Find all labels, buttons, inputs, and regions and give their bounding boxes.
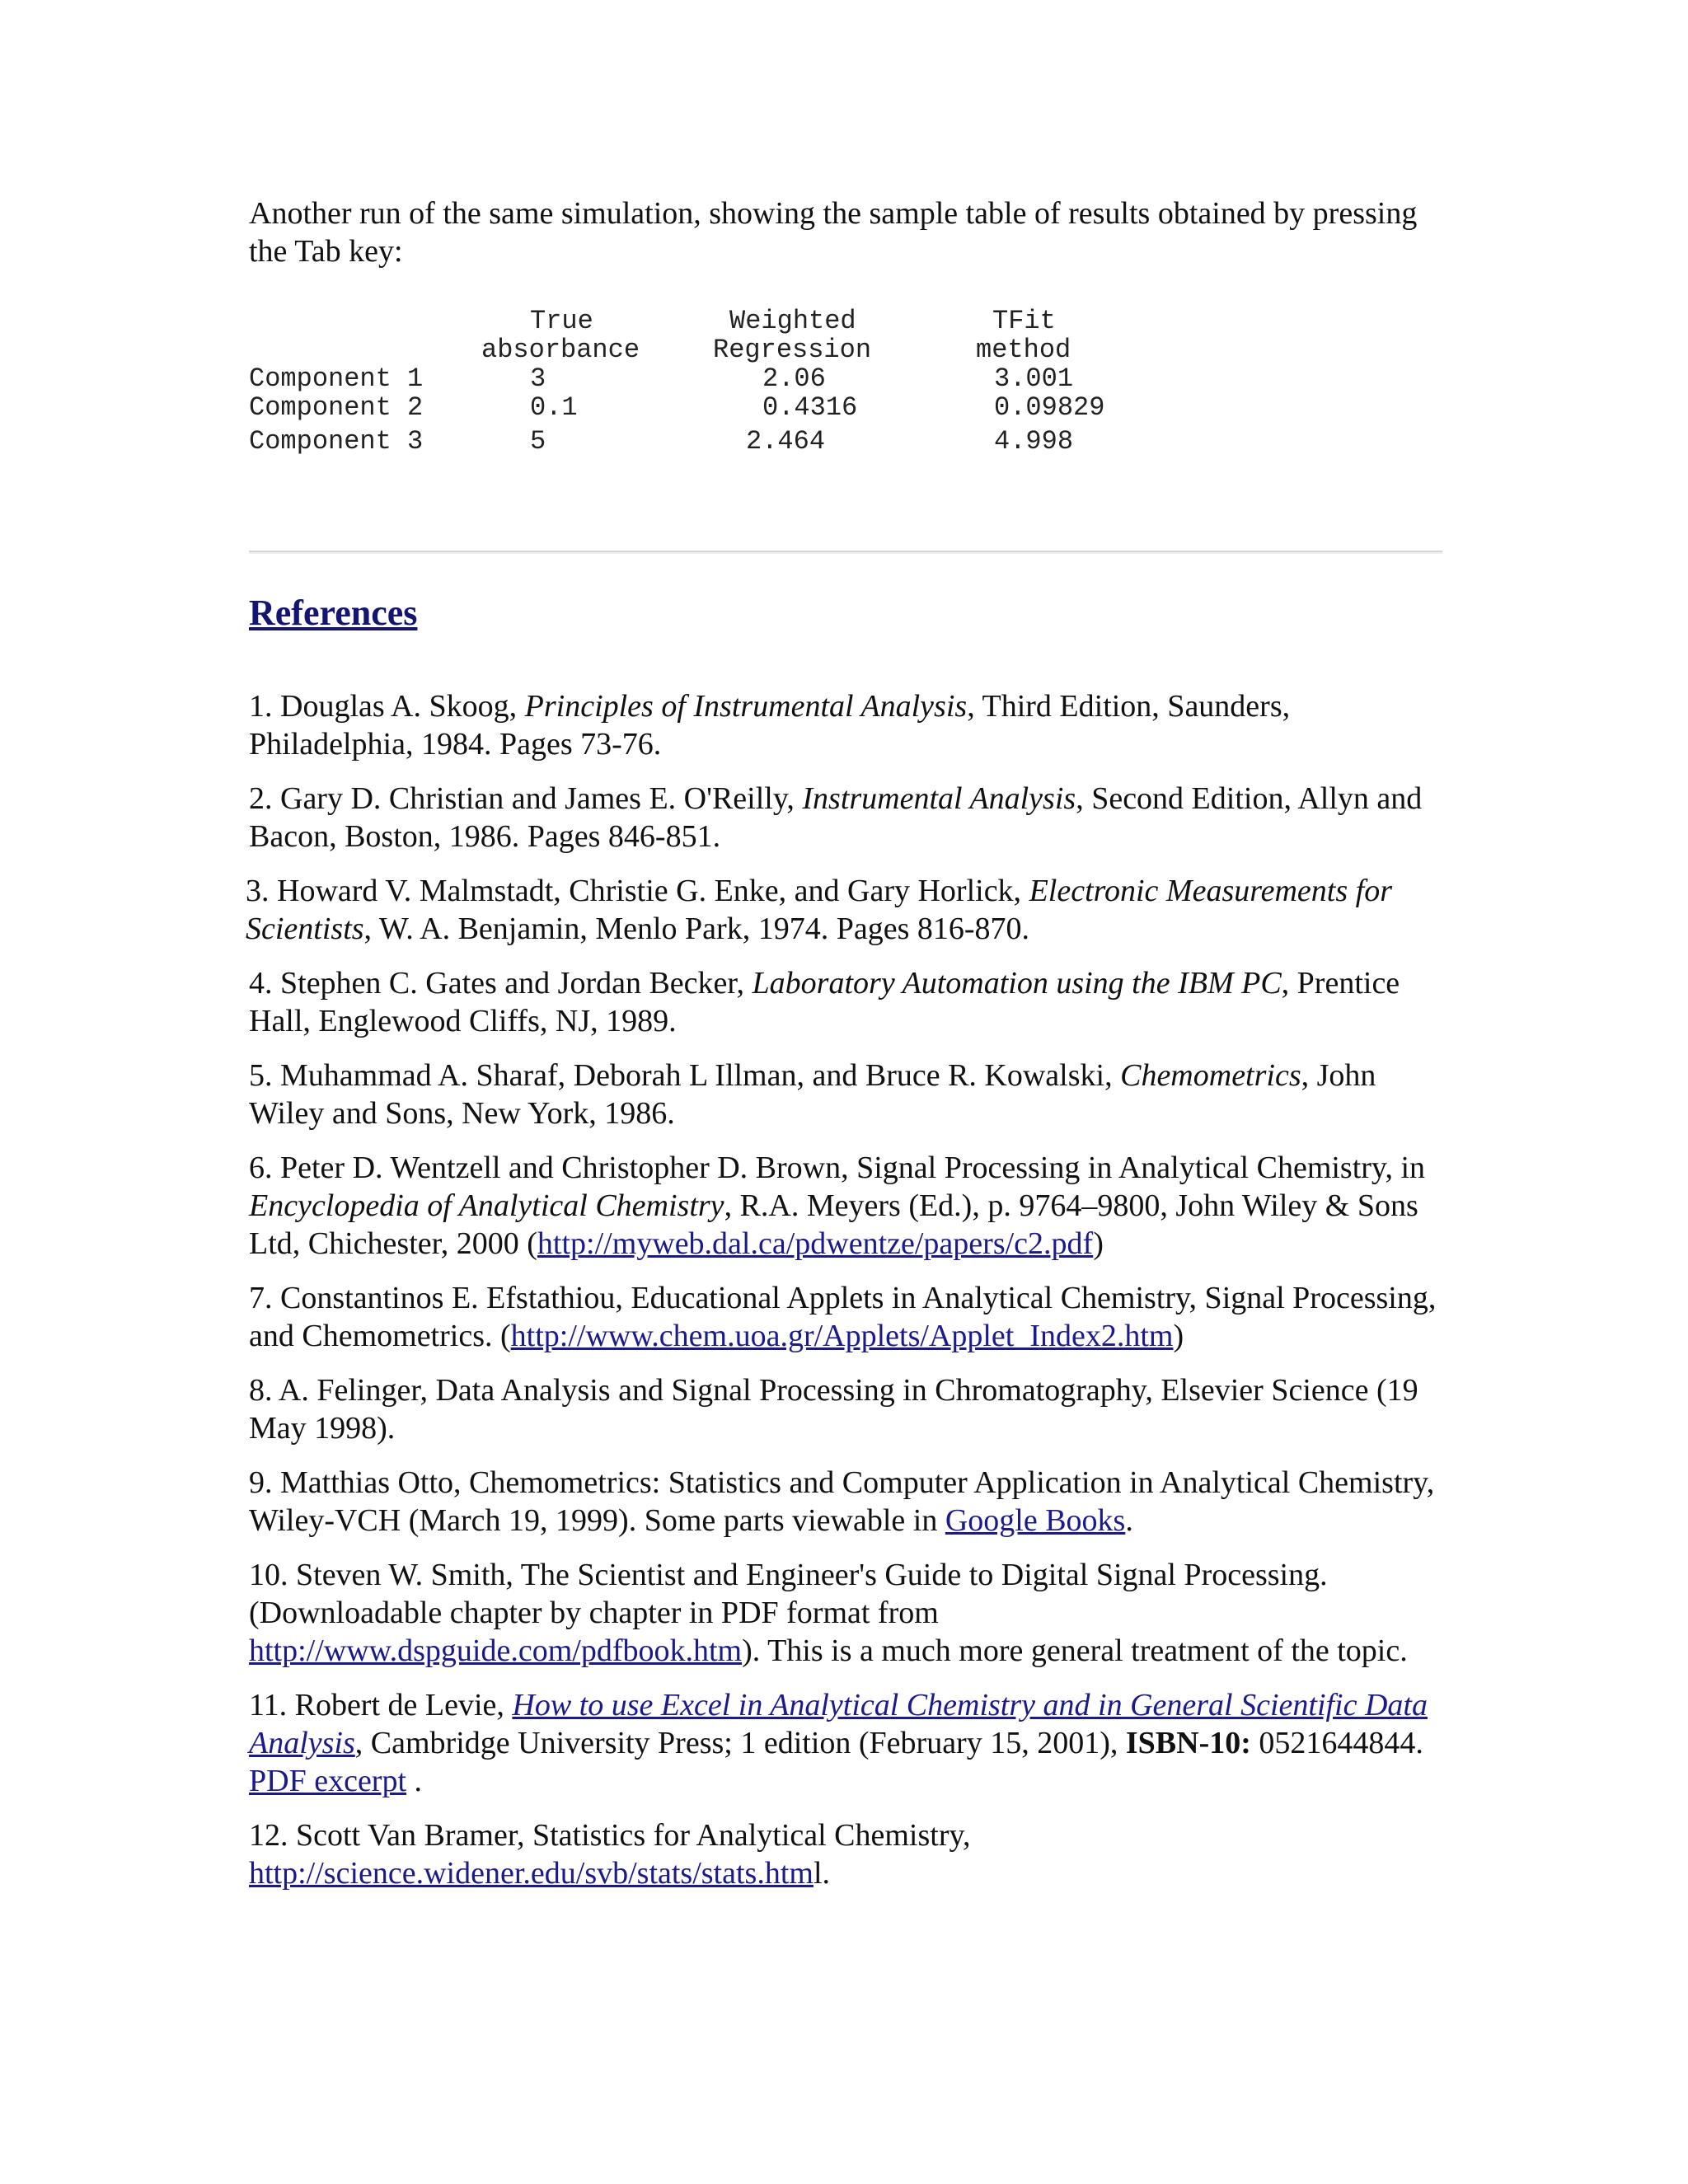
reference-link[interactable]: http://science.widener.edu/svb/stats/stats.htm (249, 1856, 814, 1891)
reference-number: 2. (249, 781, 273, 816)
reference-item-5 (249, 1057, 1442, 1132)
reference-number: 3. (246, 874, 270, 908)
reference-title: Electronic Measurements for Scientists (246, 874, 1392, 946)
reference-link[interactable]: http://www.chem.uoa.gr/Applets/Applet_Index2.htm (510, 1319, 1174, 1353)
intro-paragraph: Another run of the same simulation, showing the sample table of results obtained by pressing the Tab key: (249, 196, 1418, 269)
reference-title: Principles of Instrumental Analysis (524, 689, 968, 724)
isbn-label: ISBN-10: (1125, 1726, 1251, 1760)
reference-title-link[interactable]: How to use Excel in Analytical Chemistry and in General Scientific Data Analysis (249, 1688, 1428, 1760)
reference-item-10 (249, 1556, 1442, 1670)
reference-title: Encyclopedia of Analytical Chemistry (249, 1188, 724, 1223)
reference-details: , Second Edition, Allyn and Bacon, Boston, 1986. Pages 846-851. (249, 781, 1423, 854)
reference-details: , Prentice Hall, Englewood Cliffs, NJ, 1989. (249, 966, 1400, 1038)
results-header-row-2 (249, 335, 1442, 364)
reference-suffix: l. (813, 1856, 831, 1891)
reference-authors: Peter D. Wentzell and Christopher D. Brown, Signal Processing in Analytical Chemistry, in (272, 1151, 1426, 1185)
reference-number: 5. (249, 1058, 273, 1093)
reference-link[interactable]: http://myweb.dal.ca/pdwentze/papers/c2.pdf (537, 1226, 1094, 1261)
weighted-regression-value: 0.4316 (762, 392, 858, 423)
row-label: Component 2 (249, 392, 424, 423)
table-row (249, 393, 1442, 422)
reference-title: Laboratory Automation using the IBM PC (752, 966, 1282, 1001)
reference-number: 7. (249, 1281, 273, 1315)
reference-authors: Robert de Levie, (287, 1688, 513, 1722)
google-books-link[interactable]: Google Books (945, 1503, 1126, 1538)
header-regression: Regression (713, 335, 872, 365)
row-label: Component 1 (249, 363, 424, 394)
header-absorbance: absorbance (481, 335, 640, 365)
reference-item-9 (249, 1464, 1442, 1540)
reference-item-3 (246, 872, 1442, 948)
reference-details: , John Wiley and Sons, New York, 1986. (249, 1058, 1376, 1131)
reference-item-8 (249, 1371, 1442, 1447)
reference-suffix: . (406, 1764, 423, 1798)
weighted-regression-value: 2.06 (762, 363, 826, 394)
reference-details: , R.A. Meyers (Ed.), p. 9764–9800, John Wiley & Sons Ltd, Chichester, 2000 ( (249, 1188, 1418, 1261)
reference-item-12 (249, 1816, 1442, 1892)
reference-item-11 (249, 1686, 1442, 1800)
reference-authors: Douglas A. Skoog, (272, 689, 525, 724)
references-heading (249, 590, 417, 636)
header-method: method (976, 335, 1071, 365)
reference-authors: Constantinos E. Efstathiou, Educational Applets in Analytical Chemistry, Signal Processing, and Chemometrics. ( (249, 1281, 1437, 1353)
reference-item-7 (249, 1279, 1442, 1355)
reference-item-1 (249, 687, 1442, 763)
reference-number: 10. (249, 1558, 288, 1592)
results-table (249, 307, 1442, 456)
reference-item-6 (249, 1149, 1442, 1263)
reference-number: 1. (249, 689, 273, 724)
true-absorbance-value: 0.1 (530, 392, 578, 423)
reference-number: 12. (249, 1818, 288, 1853)
reference-suffix: ) (1173, 1319, 1184, 1353)
true-absorbance-value: 5 (530, 426, 546, 457)
tfit-value: 0.09829 (994, 392, 1105, 423)
horizontal-rule (249, 551, 1442, 554)
pdf-excerpt-link[interactable]: PDF excerpt (249, 1764, 407, 1798)
reference-authors: A. Felinger, Data Analysis and Signal Processing in Chromatography, Elsevier Science (19 May 1998). (249, 1373, 1418, 1446)
reference-number: 11. (249, 1688, 288, 1722)
reference-title: Instrumental Analysis (802, 781, 1076, 816)
reference-authors: Scott Van Bramer, Statistics for Analytical Chemistry, (288, 1818, 971, 1853)
header-true: True (530, 306, 593, 336)
references-heading-link[interactable]: References (249, 593, 418, 633)
results-header-row-1 (249, 307, 1442, 335)
reference-suffix: . (1125, 1503, 1133, 1538)
reference-title: Chemometrics (1120, 1058, 1301, 1093)
isbn-value: 0521644844. (1250, 1726, 1423, 1760)
reference-authors: Howard V. Malmstadt, Christie G. Enke, and Gary Horlick, (269, 874, 1029, 908)
reference-link[interactable]: http://www.dspguide.com/pdfbook.htm (249, 1633, 743, 1668)
reference-authors: Stephen C. Gates and Jordan Becker, (272, 966, 753, 1001)
table-row (249, 427, 1442, 456)
references-list (246, 687, 1442, 1909)
reference-number: 9. (249, 1465, 273, 1500)
table-row (249, 364, 1442, 393)
reference-details: , Third Edition, Saunders, Philadelphia, 1984. Pages 73-76. (249, 689, 1291, 762)
reference-authors: Steven W. Smith, The Scientist and Engineer's Guide to Digital Signal Processing. (Downloadable chapter by chapter in PDF format from (249, 1558, 1328, 1630)
reference-number: 4. (249, 966, 273, 1001)
tfit-value: 4.998 (994, 426, 1074, 457)
reference-number: 8. (249, 1373, 273, 1408)
weighted-regression-value: 2.464 (746, 426, 826, 457)
reference-item-4 (249, 964, 1442, 1040)
reference-details: , Cambridge University Press; 1 edition (February 15, 2001), (354, 1726, 1126, 1760)
reference-suffix: ). This is a much more general treatment of the topic. (742, 1633, 1408, 1668)
reference-item-2 (249, 780, 1442, 855)
reference-details: , W. A. Benjamin, Menlo Park, 1974. Pages 816-870. (363, 912, 1030, 946)
true-absorbance-value: 3 (530, 363, 546, 394)
reference-number: 6. (249, 1151, 273, 1185)
reference-suffix: ) (1093, 1226, 1104, 1261)
header-weighted: Weighted (729, 306, 856, 336)
reference-authors: Muhammad A. Sharaf, Deborah L Illman, and Bruce R. Kowalski, (272, 1058, 1121, 1093)
row-label: Component 3 (249, 426, 424, 457)
header-tfit: TFit (992, 306, 1056, 336)
reference-authors: Matthias Otto, Chemometrics: Statistics and Computer Application in Analytical Chemistry, Wiley-VCH (March 19, 1999). Some parts viewable in (249, 1465, 1435, 1538)
tfit-value: 3.001 (994, 363, 1074, 394)
reference-authors: Gary D. Christian and James E. O'Reilly, (272, 781, 803, 816)
